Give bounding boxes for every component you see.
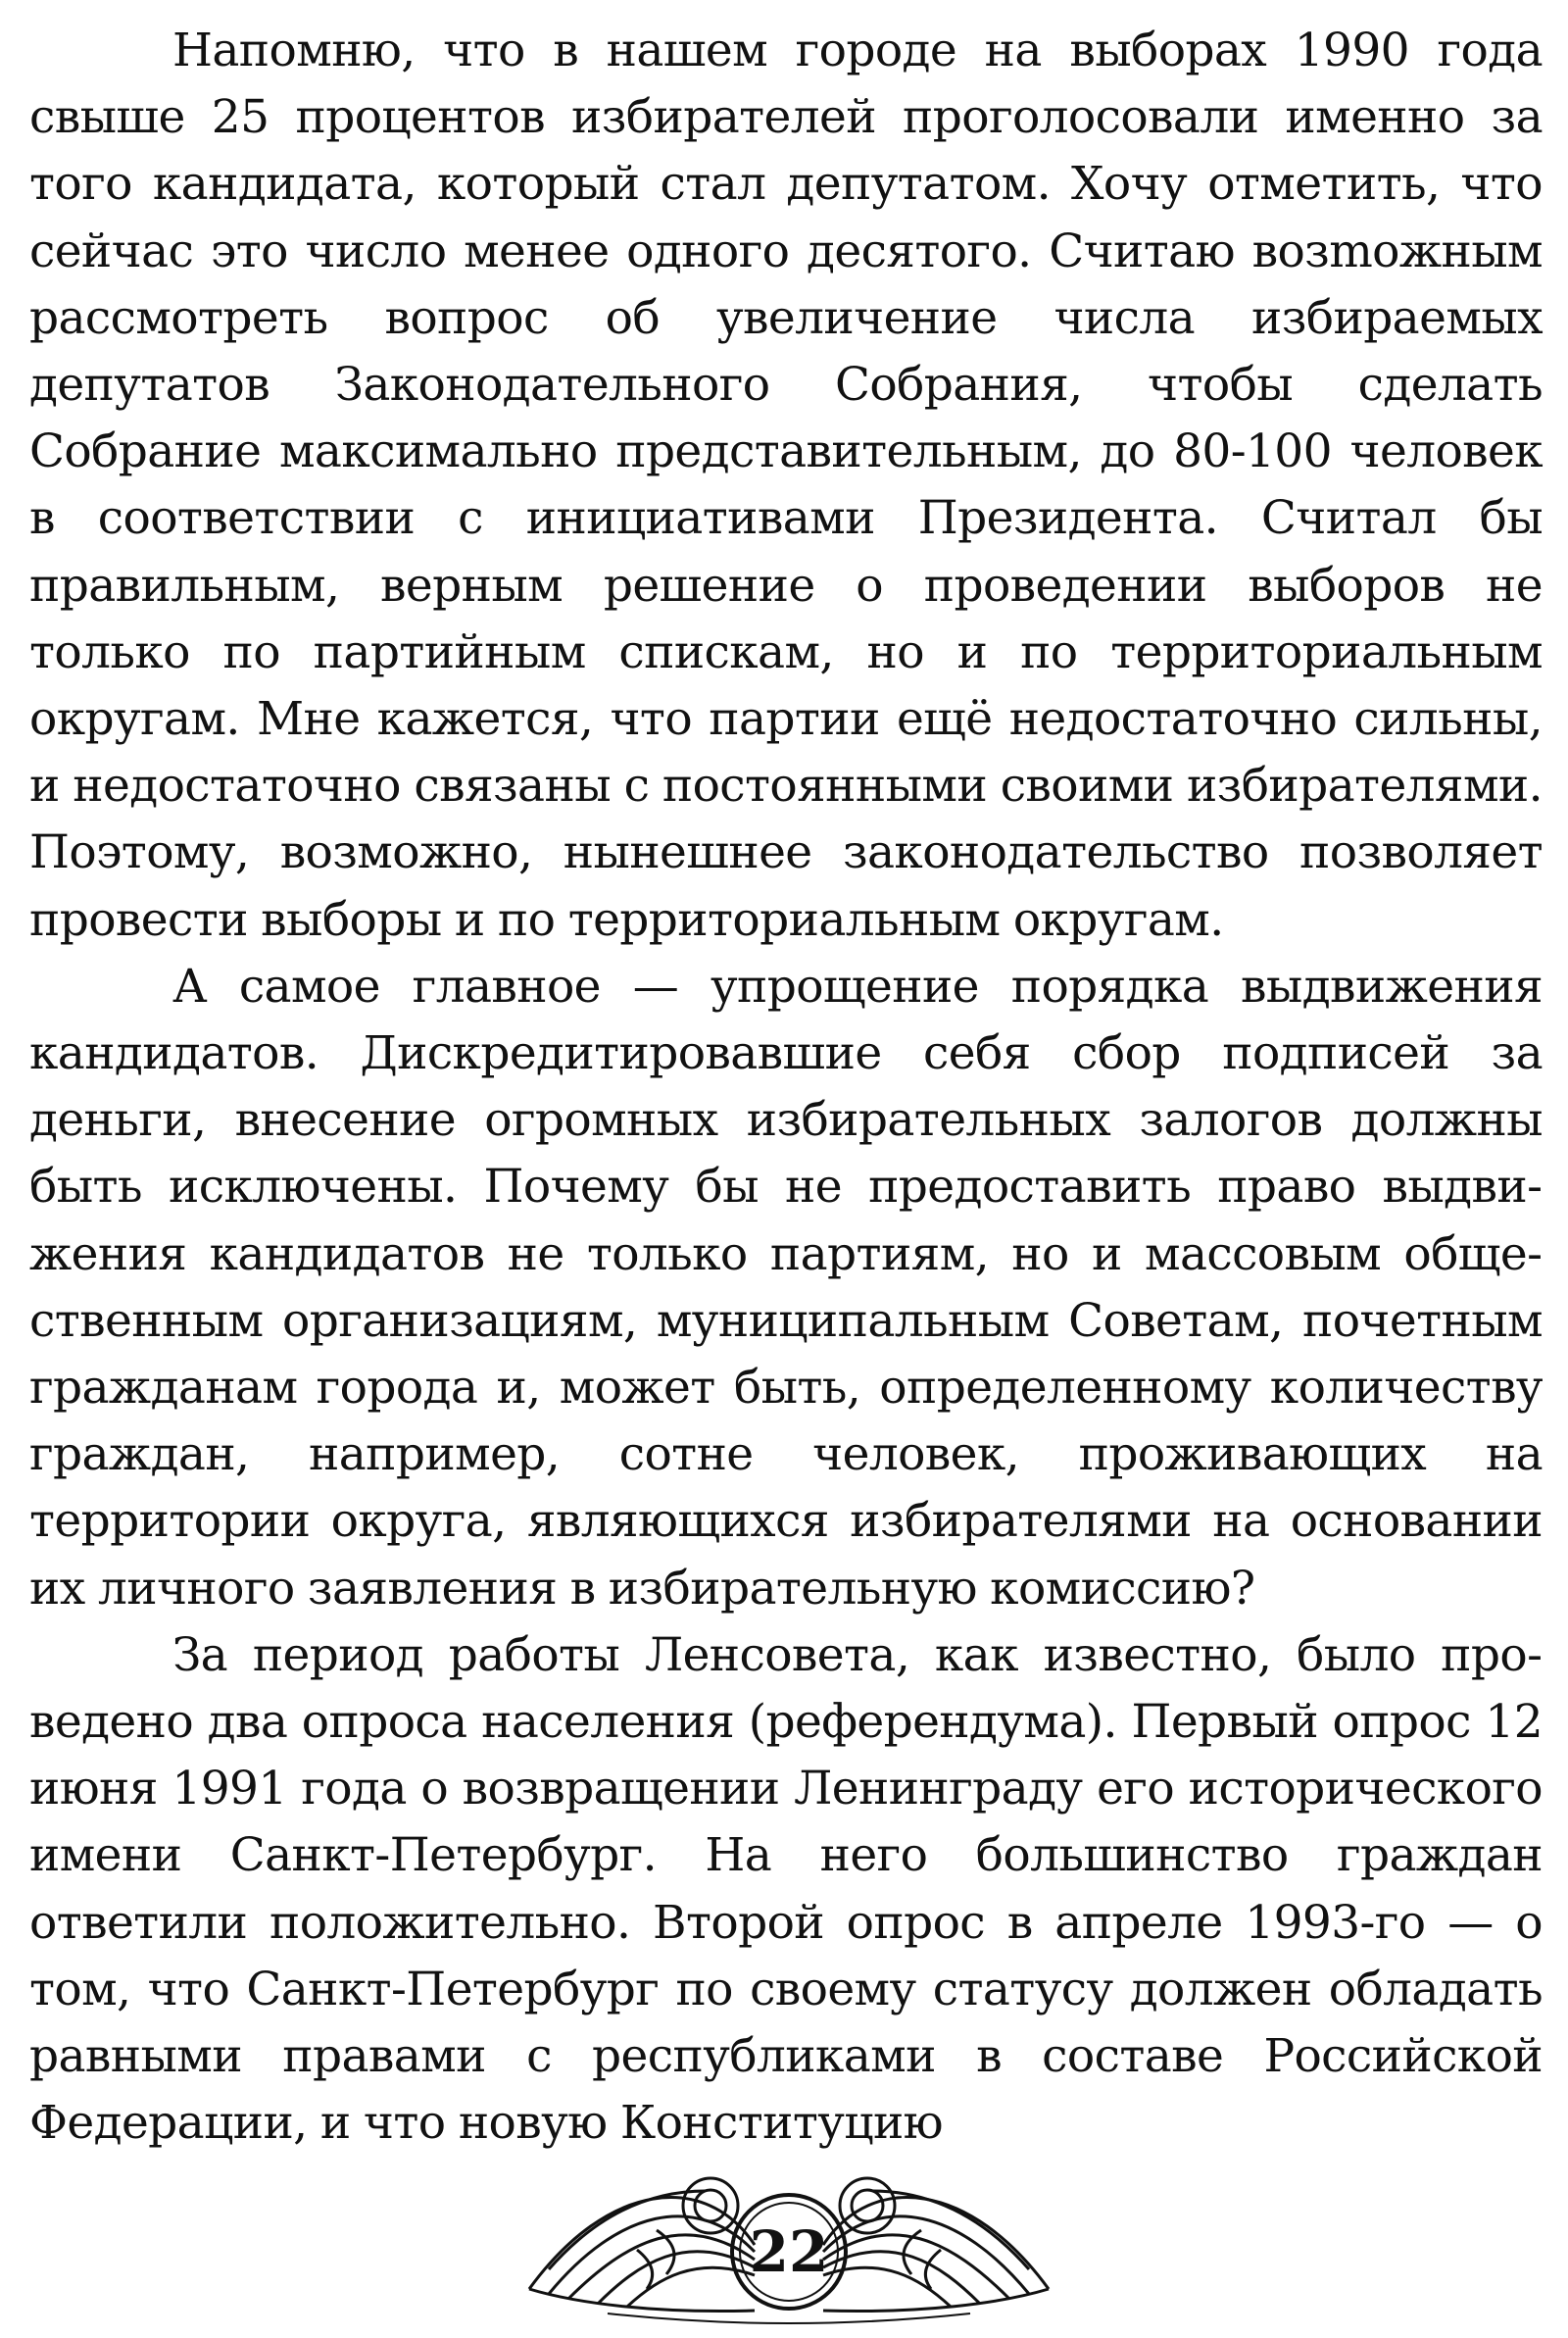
paragraph-2: А самое главное — упрощение порядка выдвижения кандидатов. Дискредитировавшие себя сбор подписей за деньги, внесение огромных избирательных залогов должны быть исключены. Почему бы не предоставить право выдвижения кандидатов не только партиям, но и массовым общественным организациям, муниципальным Советам, почетным гражданам города и, может быть, определенному количеству граждан, например, сотне человек, проживающих на территории округа, являющихся избирателями на основании их личного заявления в избирательную комиссию? (29, 959, 1543, 1616)
paragraph-1: Напомню, что в нашем городе на выборах 1990 года свыше 25 процентов избирателей проголосовали именно за того кандидата, который стал депутатом. Хочу отметить, что сейчас это число менее одного десятого. Считаю возmожным рассмотреть вопрос об увеличение числа избираемых депутатов Законодательного Собрания, чтобы сделать Собрание максимально представительным, до 80-100 человек в соответствии с инициативами Президента. Считал бы правильным, верным решение о проведении выборов не только по партийным спискам, но и по территориальным округам. Мне кажется, что партии ещё недостаточно сильны, и недостаточно связаны с постоянными своими избирателями. Поэтому, возможно, нынешнее законодательство позволяет провести выборы и по территориальным округам. (29, 24, 1543, 947)
paragraph-3: За период работы Ленсовета, как известно, было проведено два опроса населения (референдума). Первый опрос 12 июня 1991 года о возвращении Ленинграду его исторического имени Санкт-Петербург. На него большинство граждан ответили положительно. Второй опрос в апреле 1993-го — о том, что Санкт-Петербург по своему статусу должен обладать равными правами с республиками в составе Российской Федерации, и что новую Конституцию (29, 1627, 1543, 2151)
page-number: 22 (749, 2218, 829, 2285)
body-text (29, 18, 1543, 2158)
page-footer (461, 2132, 1117, 2328)
